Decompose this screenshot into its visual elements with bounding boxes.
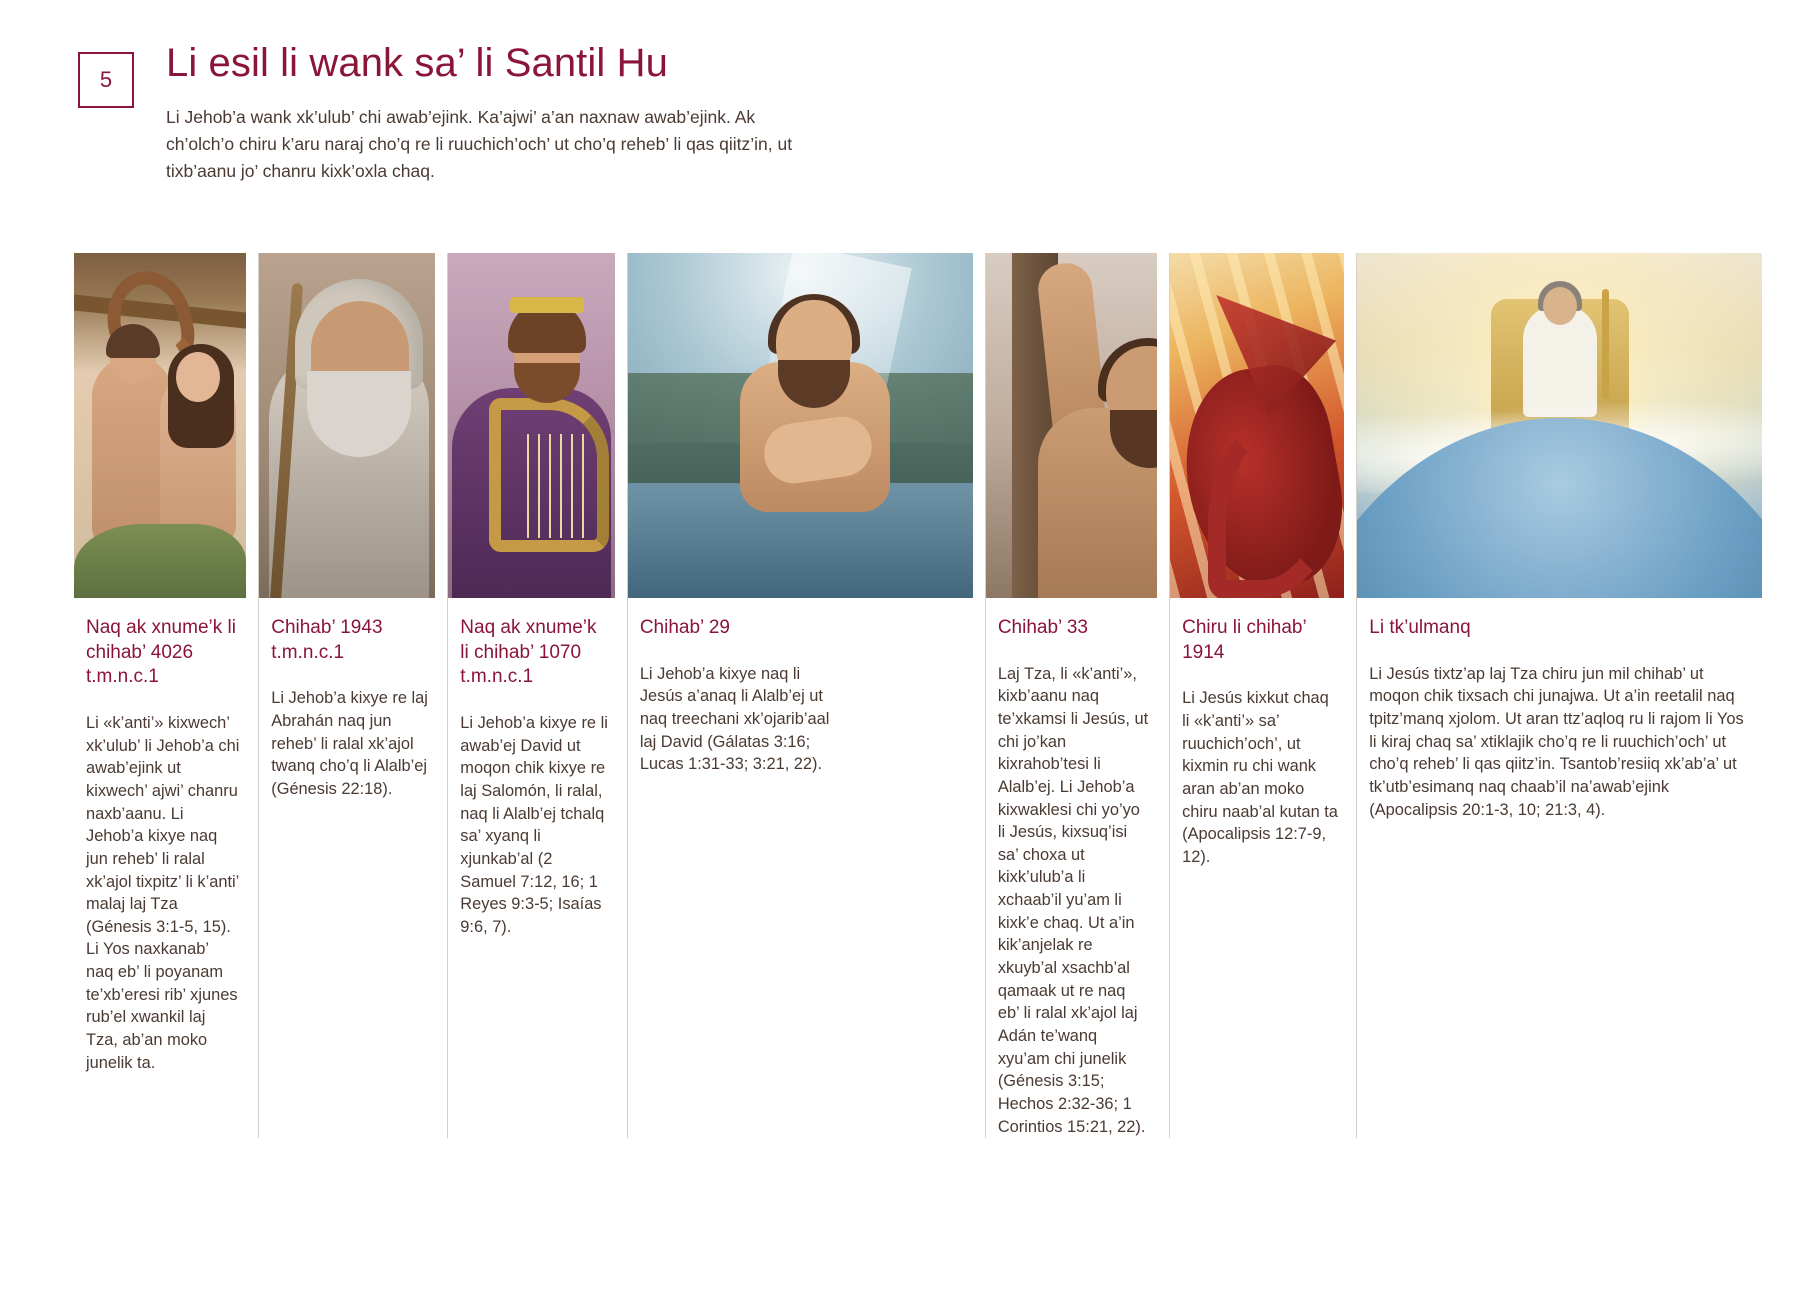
timeline-column-4 [628, 253, 986, 1138]
illustration-eden-serpent-adam-eve [74, 253, 246, 598]
column-body-3: Li Jehob’a kixye re li awab’ej David ut moqon chik kixye re laj Salomón, li ralal, naq li Alalb’ej tchalq sa’ xyanq li xjunkab’al (2 Samuel 7:12, 16; 1 Reyes 9:3-5; Isaías 9:6, 7). [460, 714, 608, 936]
column-body-1: Li «k’anti’» kixwech’ xk’ulub’ li Jehob’a chi awab’ejink ut kixwech’ ajwi’ chanru naxb’aanu. Li Jehob’a kixye naq jun reheb’ li ralal xk’ajol tixpitz’ li k’anti’ malaj laj Tza (Génesis 3:1-5, 15). Li Yos naxkanab’ naq eb’ li poyanam te’xb’eresi rib’ xjunes rub’el xwankil laj Tza, ab’an moko junelik ta. [86, 714, 240, 1072]
column-body-7: Li Jesús tixtz’ap laj Tza chiru jun mil chihab’ ut moqon chik tixsach chi junajwa. Ut a’in reetalil naq tpitz’manq xjolom. Ut aran ttz’aqloq ru li rajom li Yos li kiraj chaq sa’ xtiklajik cho’q re li ruuchich’och’ ut cho’q reheb’ li qas qiitz’in. Tsantob’resiiq xk’ab’a’ ut tk’utb’esimanq naq chaab’il na’awab’ejink (Apocalipsis 20:1-3, 10; 21:3, 4). [1369, 664, 1744, 819]
column-heading-2: Chihab’ 1943 t.m.n.c.1 [271, 617, 383, 663]
timeline-column-7 [1357, 253, 1762, 1138]
column-body-6: Li Jesús kixkut chaq li «k’anti’» sa’ ruuchich’och’, ut kixmin ru chi wank aran ab’an moko chiru naab’al kutan ta (Apocalipsis 12:7-9, 12). [1182, 689, 1338, 866]
illustration-david-with-harp [448, 253, 615, 598]
column-heading-7: Li tk’ulmanq [1369, 617, 1471, 638]
chapter-number: 5 [99, 67, 113, 92]
column-body-5: Laj Tza, li «k’anti’», kixb’aanu naq te’xkamsi li Jesús, ut chi jo’kan kixrahob’tesi li Alalb’ej. Li Jehob’a kixwaklesi chi yo’yo li Jesús, kixsuq’isi sa’ choxa ut kixk’ulub’a li xchaab’il yu’am li kixk’e chaq. Ut a’in kik’anjelak re xkuyb’al xsachb’al qamaak ut re naq eb’ li ralal xk’ajol laj Adán te’wanq xyu’am chi junelik (Génesis 3:15; Hechos 2:32-36; 1 Corintios 15:21, 22). [997, 664, 1149, 1136]
header-text-block [166, 40, 806, 185]
page-header [0, 0, 1800, 185]
timeline-column-6 [1170, 253, 1357, 1138]
timeline-chart [74, 253, 1762, 1138]
timeline-column-1 [74, 253, 259, 1138]
column-heading-4: Chihab’ 29 [639, 617, 730, 638]
page-title: Li esil li wank sa’ li Santil Hu [166, 41, 668, 85]
timeline-column-3 [448, 253, 628, 1138]
page-intro: Li Jehob’a wank xk’ulub’ chi awab’ejink. Ka’ajwi’ a’an naxnaw awab’ejink. Ak ch’olch’o chiru k’aru naraj cho’q re li ruuchich’och’ ut cho’q reheb’ li qas qiitz’in, ut tixb’aanu jo’ chanru kixk’oxla chaq. [166, 107, 793, 182]
column-body-4: Li Jehob’a kixye naq li Jesús a’anaq li Alalb’ej ut naq treechani xk’ojarib’aal laj David (Gálatas 3:16; Lucas 1:31-33; 3:21, 22). [639, 664, 830, 774]
column-heading-6: Chiru li chihab’ 1914 [1182, 617, 1307, 663]
illustration-abraham-with-staff [259, 253, 435, 598]
timeline-column-5 [986, 253, 1170, 1138]
timeline-column-2 [259, 253, 448, 1138]
column-heading-3: Naq ak xnume’k li chihab’ 1070 t.m.n.c.1 [460, 617, 597, 688]
column-heading-5: Chihab’ 33 [997, 617, 1088, 638]
illustration-jesus-baptism-in-water [628, 253, 973, 598]
column-heading-1: Naq ak xnume’k li chihab’ 4026 t.m.n.c.1 [86, 617, 236, 688]
chapter-number-box [78, 52, 134, 108]
illustration-dragon-cast-down [1170, 253, 1344, 598]
column-body-2: Li Jehob’a kixye re laj Abrahán naq jun reheb’ li ralal xk’ajol twanq cho’q li Alalb’ej (Génesis 22:18). [271, 689, 428, 798]
illustration-god-on-throne-above-earth [1357, 253, 1762, 598]
illustration-jesus-on-the-stake [986, 253, 1157, 598]
